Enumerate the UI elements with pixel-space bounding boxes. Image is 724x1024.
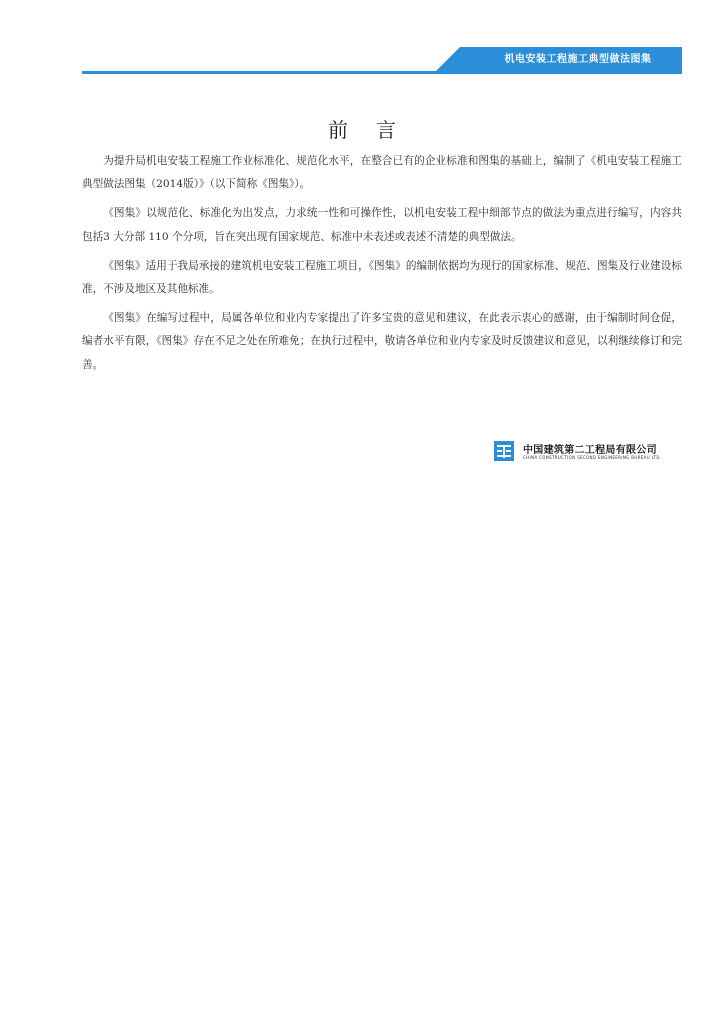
preface-body (82, 150, 682, 383)
company-logo (494, 441, 684, 463)
paragraph-1: 为提升局机电安装工程施工作业标准化、规范化水平，在整合已有的企业标准和图集的基础上，编制了《机电安装工程施工典型做法图集（2014版）》（以下简称《图集》）。 (82, 155, 682, 191)
header-title: 机电安装工程施工典型做法图集 (504, 54, 652, 65)
company-name-cn: 中国建筑第二工程局有限公司 (523, 445, 657, 456)
paragraph-2: 《图集》以规范化、标准化为出发点，力求统一性和可操作性，以机电安装工程中细部节点的做法为重点进行编写，内容共包括3 大分部 110 个分项，旨在突出现有国家规范、标准中未表述或表述不清楚的典型做法。 (82, 207, 682, 243)
paragraph-3: 《图集》适用于我局承接的建筑机电安装工程施工项目，《图集》的编制依据均为现行的国家标准、规范、图集及行业建设标准，不涉及地区及其他标准。 (82, 259, 682, 296)
paragraph-4: 《图集》在编写过程中，局属各单位和业内专家提出了许多宝贵的意见和建议，在此表示衷心的感谢，由于编制时间仓促，编者水平有限，《图集》存在不足之处在所难免；在执行过程中，敬请各单位和业内专家及时反馈建议和意见，以利继续修订和完善。 (82, 312, 682, 371)
cscec-logo-icon (494, 441, 514, 461)
company-name-en: CHINA CONSTRUCTION SECOND ENGINEERING BUREAU LTD (523, 455, 660, 460)
page-title: 前言 (328, 118, 424, 142)
